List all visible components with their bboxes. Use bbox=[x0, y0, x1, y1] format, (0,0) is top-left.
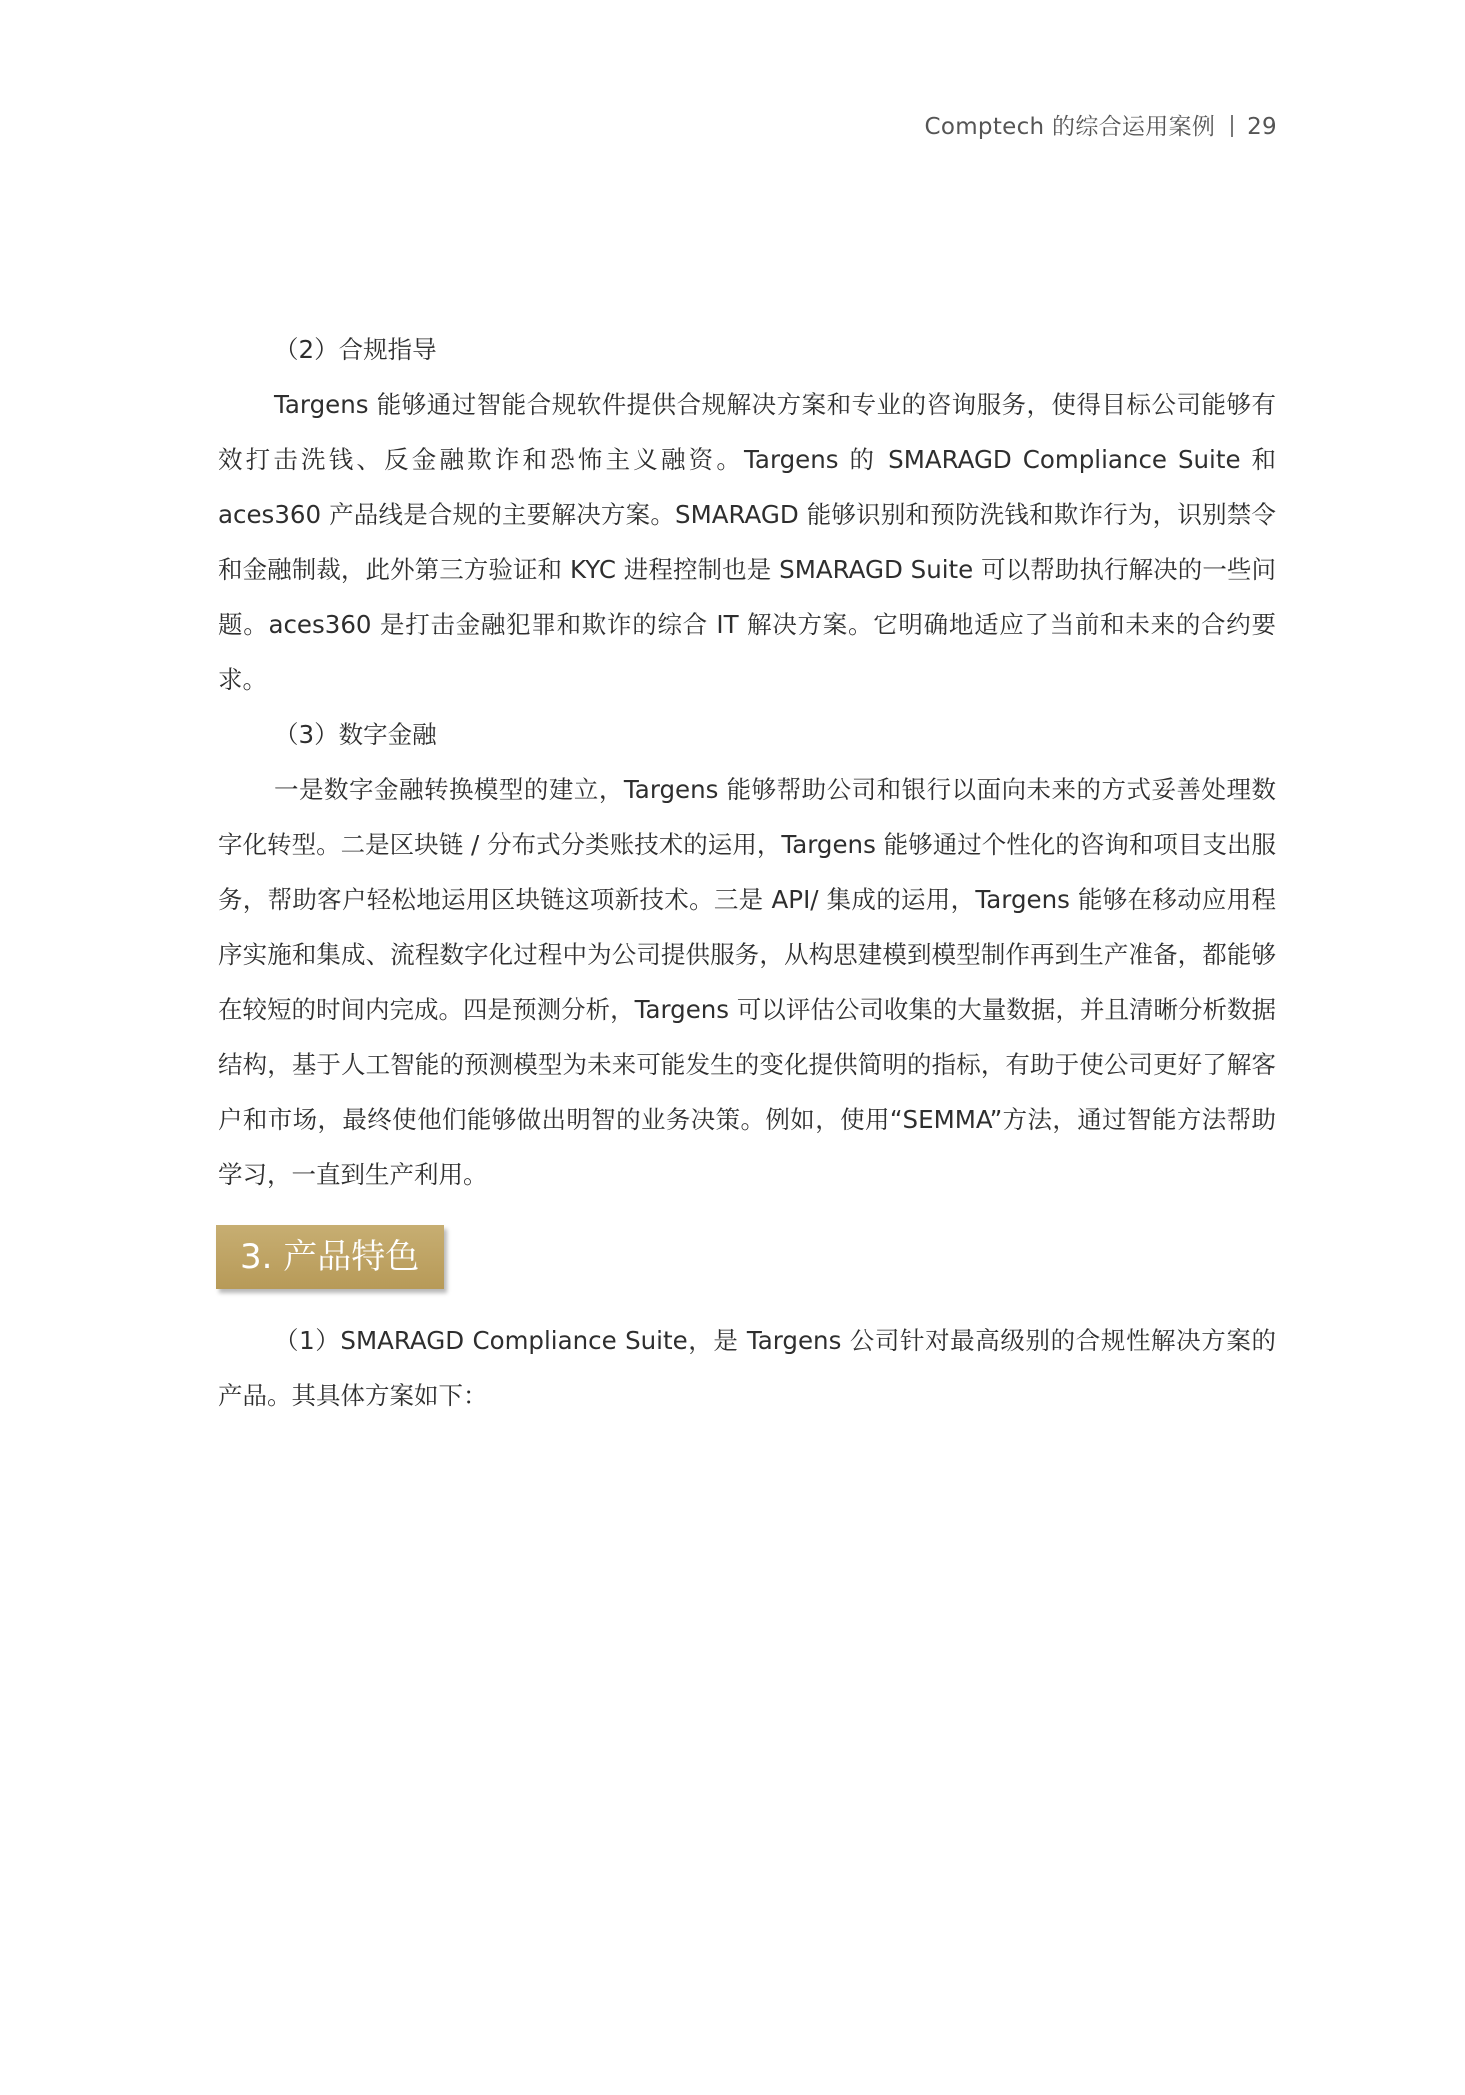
page-number: 29 bbox=[1247, 114, 1277, 140]
section-3-banner: 3. 产品特色 bbox=[216, 1225, 444, 1289]
digital-finance-heading: （3）数字金融 bbox=[274, 720, 437, 749]
running-header bbox=[924, 108, 1277, 141]
body-block-main bbox=[218, 322, 1276, 1202]
header-title: Comptech 的综合运用案例 bbox=[924, 114, 1216, 140]
compliance-paragraph: Targens 能够通过智能合规软件提供合规解决方案和专业的咨询服务，使得目标公司能够有效打击洗钱、反金融欺诈和恐怖主义融资。Targens 的 SMARAGD Compliance Suite 和 aces360 产品线是合规的主要解决方案。SMARAGD 能够识别和预防洗钱和欺诈行为，识别禁令和金融制裁，此外第三方验证和 KYC 进程控制也是 SMARAGD Suite 可以帮助执行解决的一些问题。aces360 是打击金融犯罪和欺诈的综合 IT 解决方案。它明确地适应了当前和未来的合约要求。 bbox=[218, 390, 1276, 694]
section-3-paragraph: （1）SMARAGD Compliance Suite，是 Targens 公司针对最高级别的合规性解决方案的产品。其具体方案如下： bbox=[218, 1326, 1276, 1410]
compliance-heading: （2）合规指导 bbox=[274, 335, 437, 364]
header-divider bbox=[1231, 115, 1233, 137]
digital-finance-paragraph: 一是数字金融转换模型的建立，Targens 能够帮助公司和银行以面向未来的方式妥善处理数字化转型。二是区块链 / 分布式分类账技术的运用，Targens 能够通过个性化的咨询和项目支出服务，帮助客户轻松地运用区块链这项新技术。三是 API/ 集成的运用，Targens 能够在移动应用程序实施和集成、流程数字化过程中为公司提供服务，从构思建模到模型制作再到生产准备，都能够在较短的时间内完成。四是预测分析，Targens 可以评估公司收集的大量数据，并且清晰分析数据结构，基于人工智能的预测模型为未来可能发生的变化提供简明的指标，有助于使公司更好了解客户和市场，最终使他们能够做出明智的业务决策。例如，使用“SEMMA”方法，通过智能方法帮助学习，一直到生产利用。 bbox=[218, 775, 1276, 1189]
body-block-section3 bbox=[218, 1313, 1276, 1423]
